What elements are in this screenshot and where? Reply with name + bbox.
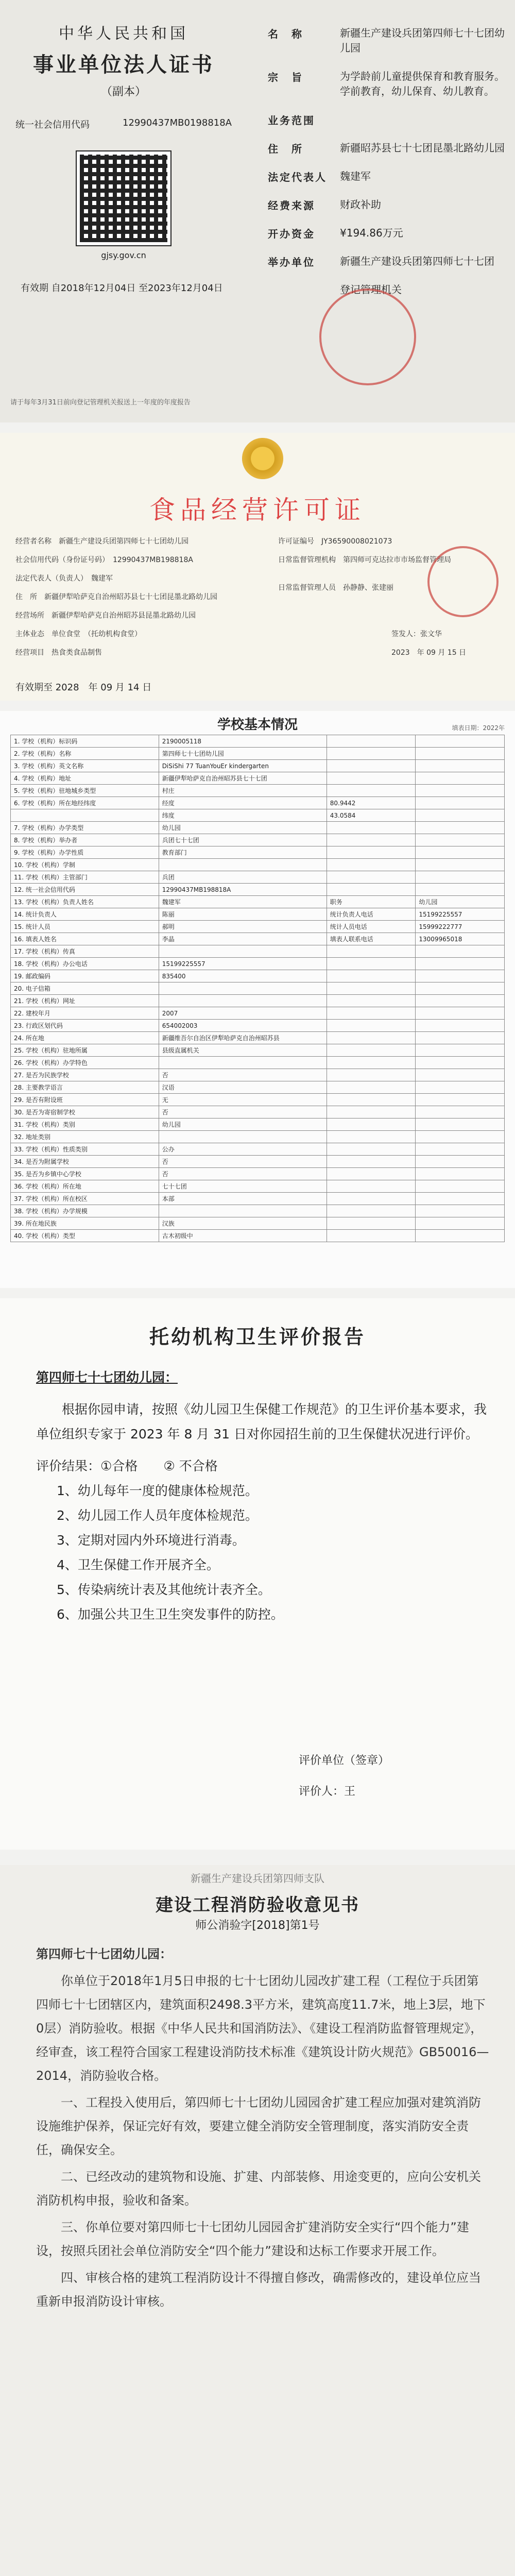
table-cell: 15199225557: [159, 958, 327, 970]
field-value: [340, 112, 505, 127]
table-cell: [416, 982, 505, 995]
table-cell: [327, 945, 416, 958]
table-cell: 80.9442: [327, 797, 416, 809]
license-title: 食品经营许可证: [149, 495, 366, 525]
fire-paragraph: 你单位于2018年1月5日申报的七十七团幼儿园改扩建工程（工程位于兵团第四师七十七团辖区内，建筑面积2498.3平方米，建筑高度11.7米，地上3层，地下0层）消防验收。根据《中华人民共和国消防法》、《建设工程消防监督管理规定》，经审查，该工程符合国家工程建设消防技术标准《建筑设计防火规范》GB50016—2014，消防验收合格。: [36, 1974, 489, 2083]
table-cell: [327, 748, 416, 760]
table-cell: 18. 学校（机构）办公电话: [11, 958, 159, 970]
qr-code-icon: [77, 151, 170, 245]
field-key: 开办资金: [268, 228, 315, 240]
table-cell: [416, 834, 505, 846]
red-seal-icon: [427, 546, 499, 617]
field-key: 法定代表人: [268, 171, 327, 183]
certificate-title: 事业单位法人证书: [33, 53, 214, 77]
table-cell: 幼儿园: [416, 896, 505, 908]
table-cell: 15. 统计人员: [11, 921, 159, 933]
table-cell: [159, 982, 327, 995]
table-cell: [327, 1007, 416, 1020]
table-cell: [416, 1007, 505, 1020]
credit-code-value: 12990437MB0198818A: [123, 117, 232, 128]
table-row: [11, 1217, 505, 1230]
table-cell: 15199225557: [416, 908, 505, 921]
table-cell: [416, 1020, 505, 1032]
table-cell: 16. 填表人姓名: [11, 933, 159, 945]
table-row: [11, 834, 505, 846]
table-cell: [416, 970, 505, 982]
table-row: [11, 772, 505, 785]
table-cell: 13009965018: [416, 933, 505, 945]
table-cell: [416, 1156, 505, 1168]
table-row: [11, 933, 505, 945]
table-row: [11, 1205, 505, 1217]
table-cell: [327, 970, 416, 982]
table-cell: [416, 748, 505, 760]
table-cell: 县级直属机关: [159, 1044, 327, 1057]
report-item: 6、加强公共卫生卫生突发事件的防控。: [57, 1607, 284, 1622]
table-cell: [416, 1143, 505, 1156]
table-cell: 七十七团: [159, 1180, 327, 1193]
license-daily-agency: 日常监督管理机构 第四师可克达拉市市场监督管理局: [278, 556, 451, 564]
table-cell: 统计人员电话: [327, 921, 416, 933]
table-cell: [416, 871, 505, 884]
table-cell: [416, 1217, 505, 1230]
fire-issuer: 新疆生产建设兵团第四师支队: [191, 1872, 324, 1885]
table-cell: [416, 797, 505, 809]
table-cell: 第四师七十七团幼儿园: [159, 748, 327, 760]
table-cell: [416, 884, 505, 896]
table-row: [11, 896, 505, 908]
table-row: [11, 982, 505, 995]
table-cell: [416, 958, 505, 970]
license-issue-date: 2023 年 09 月 15 日: [391, 649, 467, 657]
table-cell: [416, 1180, 505, 1193]
table-cell: 本部: [159, 1193, 327, 1205]
table-row: [11, 1044, 505, 1057]
report-addressee: 第四师七十七团幼儿园：: [36, 1370, 178, 1385]
table-cell: [416, 1205, 505, 1217]
table-cell: [327, 859, 416, 871]
license-valid-to: 有效期至 2028 年 09 月 14 日: [15, 682, 152, 693]
table-cell: 否: [159, 1168, 327, 1180]
table-cell: 14. 统计负责人: [11, 908, 159, 921]
report-item: 4、卫生保健工作开展齐全。: [57, 1557, 219, 1572]
table-row: [11, 822, 505, 834]
report-item: 3、定期对园内外环境进行消毒。: [57, 1533, 245, 1548]
table-cell: [416, 760, 505, 772]
license-place: 经营场所 新疆伊犁哈萨克自治州昭苏县昆墨北路幼儿园: [15, 612, 196, 620]
table-cell: 村庄: [159, 785, 327, 797]
license-type: 主体业态 单位食堂 （托幼机构食堂）: [15, 630, 142, 638]
table-cell: 无: [159, 1094, 327, 1106]
table-cell: [327, 834, 416, 846]
table-row: [11, 958, 505, 970]
table-cell: [327, 871, 416, 884]
table-cell: 29. 是否有附设班: [11, 1094, 159, 1106]
table-row: [11, 859, 505, 871]
red-seal-icon: [319, 289, 416, 385]
field-value: 为学龄前儿童提供保育和教育服务。学前教育，幼儿保育、幼儿教育。: [340, 70, 505, 97]
table-cell: 9. 学校（机构）办学性质: [11, 846, 159, 859]
table-cell: 30. 是否为寄宿制学校: [11, 1106, 159, 1118]
certificate-validity: 有效期 自2018年12月04日 至2023年12月04日: [21, 283, 223, 294]
table-cell: 统计负责人电话: [327, 908, 416, 921]
certificate-field: [268, 169, 505, 184]
report-paragraph: 根据你园申请，按照《幼儿园卫生保健工作规范》的卫生评价基本要求，我单位组织专家于 2023 年 8 月 31 日对你园招生前的卫生保健状况进行评价。: [36, 1402, 487, 1442]
table-cell: [327, 995, 416, 1007]
table-row: [11, 921, 505, 933]
table-cell: [327, 785, 416, 797]
table-row: [11, 1193, 505, 1205]
table-cell: [416, 945, 505, 958]
table-cell: [416, 1094, 505, 1106]
table-cell: [327, 772, 416, 785]
table-cell: 20. 电子信箱: [11, 982, 159, 995]
table-row: [11, 846, 505, 859]
table-cell: [327, 1106, 416, 1118]
table-cell: 填表人联系电话: [327, 933, 416, 945]
license-issuer: 签发人：张文华: [391, 630, 442, 638]
field-key: 名 称: [268, 28, 303, 40]
table-row: [11, 797, 505, 809]
license-officers: 日常监督管理人员 孙静静、张建丽: [278, 584, 393, 592]
field-value: 新疆生产建设兵团第四师七十七团幼儿园: [340, 27, 505, 54]
table-row: [11, 1118, 505, 1131]
table-cell: 兵团: [159, 871, 327, 884]
table-row: [11, 1094, 505, 1106]
table-row: [11, 809, 505, 822]
table-cell: [416, 846, 505, 859]
table-cell: [416, 1106, 505, 1118]
report-item: 2、幼儿园工作人员年度体检规范。: [57, 1508, 258, 1523]
table-cell: [159, 859, 327, 871]
fire-doc-number: 师公消验字[2018]第1号: [195, 1919, 320, 1932]
report-evaluator: 评价人：王: [299, 1785, 356, 1798]
table-cell: [416, 859, 505, 871]
table-cell: [416, 1044, 505, 1057]
certificate-subtitle: （副本）: [100, 86, 146, 98]
table-cell: DiSiShi 77 TuanYouEr kindergarten: [159, 760, 327, 772]
certificate-note: 请于每年3月31日前向登记管理机关报送上一年度的年度报告: [10, 399, 191, 406]
report-sign-label: 评价单位（签章）: [299, 1754, 390, 1767]
table-cell: 22. 建校年月: [11, 1007, 159, 1020]
table-row: [11, 1032, 505, 1044]
field-key: 业务范围: [268, 114, 315, 127]
table-cell: [327, 1168, 416, 1180]
fire-addressee: 第四师七十七团幼儿园：: [36, 1947, 172, 1961]
certificate-field: [268, 254, 505, 269]
certificate-field: [268, 26, 505, 56]
table-cell: 12990437MB198818A: [159, 884, 327, 896]
table-cell: [327, 735, 416, 748]
table-cell: 新疆伊犁哈萨克自治州昭苏县七十七团: [159, 772, 327, 785]
table-row: [11, 1131, 505, 1143]
table-cell: [327, 1205, 416, 1217]
field-value: 魏建军: [340, 170, 371, 182]
table-cell: 否: [159, 1156, 327, 1168]
table-cell: 6. 学校（机构）所在地经纬度: [11, 797, 159, 809]
table-cell: [416, 785, 505, 797]
report-title: 托幼机构卫生评价报告: [149, 1326, 366, 1348]
table-row: [11, 995, 505, 1007]
table-cell: [416, 735, 505, 748]
table-row: [11, 871, 505, 884]
table-cell: [327, 1217, 416, 1230]
fire-title: 建设工程消防验收意见书: [156, 1895, 359, 1916]
license-operator: 经营者名称 新疆生产建设兵团第四师七十七团幼儿园: [15, 537, 188, 546]
table-cell: [327, 760, 416, 772]
table-row: [11, 1230, 505, 1242]
field-value: 新疆生产建设兵团第四师七十七团: [340, 255, 494, 267]
table-cell: 新疆维吾尔自治区伊犁哈萨克自治州昭苏县: [159, 1032, 327, 1044]
table-cell: 11. 学校（机构）主管部门: [11, 871, 159, 884]
table-cell: 10. 学校（机构）学制: [11, 859, 159, 871]
table-date: 填表日期：2022年: [452, 724, 505, 732]
table-cell: [159, 995, 327, 1007]
table-cell: [327, 958, 416, 970]
fire-paragraphs: [36, 1969, 489, 2313]
fire-paragraph: 一、工程投入使用后，第四师七十七团幼儿园园舍扩建工程应加强对建筑消防设施维护保养，保证完好有效，要建立健全消防安全管理制度，落实消防安全责任，确保安全。: [36, 2095, 481, 2157]
table-cell: [327, 982, 416, 995]
table-cell: [416, 1081, 505, 1094]
table-cell: 33. 学校（机构）性质类别: [11, 1143, 159, 1156]
table-cell: [416, 1118, 505, 1131]
table-cell: [327, 1069, 416, 1081]
table-cell: 654002003: [159, 1020, 327, 1032]
table-row: [11, 760, 505, 772]
table-cell: 32. 地址类别: [11, 1131, 159, 1143]
table-cell: 2. 学校（机构）名称: [11, 748, 159, 760]
table-cell: 幼儿园: [159, 1118, 327, 1131]
table-cell: 23. 行政区划代码: [11, 1020, 159, 1032]
license-items: 经营项目 热食类食品制售: [15, 649, 102, 657]
table-cell: 公办: [159, 1143, 327, 1156]
table-cell: [327, 1193, 416, 1205]
school-info-table: [10, 735, 505, 1242]
table-cell: [327, 846, 416, 859]
table-cell: 3. 学校（机构）英文名称: [11, 760, 159, 772]
table-cell: 4. 学校（机构）地址: [11, 772, 159, 785]
table-cell: 汉语: [159, 1081, 327, 1094]
qr-url: gjsy.gov.cn: [101, 250, 146, 260]
table-cell: [327, 1094, 416, 1106]
license-number: 许可证编号 JY36590008021073: [278, 537, 392, 546]
table-row: [11, 785, 505, 797]
table-row: [11, 735, 505, 748]
table-cell: [416, 1168, 505, 1180]
fire-body: [36, 1942, 489, 2316]
table-cell: [416, 772, 505, 785]
fire-paragraph: 三、你单位要对第四师七十七团幼儿园园舍扩建消防安全实行“四个能力”建设，按照兵团社会单位消防安全“四个能力”建设和达标工作要求开展工作。: [36, 2220, 469, 2258]
table-row: [11, 1143, 505, 1156]
table-cell: 魏建军: [159, 896, 327, 908]
table-row: [11, 884, 505, 896]
table-cell: [416, 809, 505, 822]
certificate-country: 中华人民共和国: [59, 25, 188, 43]
health-evaluation-report: [0, 1298, 515, 1850]
table-row: [11, 970, 505, 982]
table-cell: 24. 所在地: [11, 1032, 159, 1044]
license-legal: 法定代表人（负责人） 魏建军: [15, 574, 113, 583]
certificate-field: [268, 69, 505, 99]
table-cell: 40. 学校（机构）类型: [11, 1230, 159, 1242]
table-cell: [327, 822, 416, 834]
certificate-left-panel: [10, 15, 237, 294]
table-cell: [416, 995, 505, 1007]
certificate-field: [268, 141, 505, 156]
table-cell: [416, 1032, 505, 1044]
table-cell: 25. 学校（机构）驻地所属: [11, 1044, 159, 1057]
table-cell: 否: [159, 1106, 327, 1118]
table-cell: 835400: [159, 970, 327, 982]
table-cell: 职务: [327, 896, 416, 908]
table-cell: 17. 学校（机构）传真: [11, 945, 159, 958]
table-row: [11, 1081, 505, 1094]
certificate-fields: [268, 26, 505, 311]
table-cell: 陈丽: [159, 908, 327, 921]
national-emblem-icon: [242, 438, 283, 479]
table-cell: 2007: [159, 1007, 327, 1020]
table-cell: [327, 1180, 416, 1193]
table-cell: 郝明: [159, 921, 327, 933]
table-row: [11, 908, 505, 921]
fire-paragraph: 四、审核合格的建筑工程消防设计不得擅自修改，确需修改的，建设单位应当重新申报消防设计审核。: [36, 2270, 481, 2309]
certificate-field: [268, 226, 505, 241]
table-row: [11, 1168, 505, 1180]
table-cell: 26. 学校（机构）办学特色: [11, 1057, 159, 1069]
table-cell: 43.0584: [327, 809, 416, 822]
field-value: 新疆昭苏县七十七团昆墨北路幼儿园: [340, 142, 505, 154]
field-key: 经费来源: [268, 199, 315, 212]
table-row: [11, 1106, 505, 1118]
table-cell: [327, 1131, 416, 1143]
table-cell: [159, 1205, 327, 1217]
table-cell: 汉族: [159, 1217, 327, 1230]
table-cell: [327, 884, 416, 896]
table-cell: [416, 1193, 505, 1205]
table-row: [11, 1007, 505, 1020]
table-cell: 否: [159, 1069, 327, 1081]
certificate-field: [268, 197, 505, 212]
table-row: [11, 1020, 505, 1032]
table-cell: 37. 学校（机构）所在校区: [11, 1193, 159, 1205]
table-cell: 31. 学校（机构）类别: [11, 1118, 159, 1131]
table-cell: [416, 1069, 505, 1081]
table-cell: [416, 1057, 505, 1069]
table-cell: 36. 学校（机构）所在地: [11, 1180, 159, 1193]
table-row: [11, 1156, 505, 1168]
field-key: 宗 旨: [268, 71, 303, 83]
school-basic-info: [0, 711, 515, 1288]
table-cell: [327, 1032, 416, 1044]
table-cell: 幼儿园: [159, 822, 327, 834]
table-cell: [327, 1081, 416, 1094]
table-cell: [327, 1118, 416, 1131]
table-cell: [416, 822, 505, 834]
table-cell: 15999222777: [416, 921, 505, 933]
table-cell: 35. 是否为乡镇中心学校: [11, 1168, 159, 1180]
report-result: 评价结果：①合格 ② 不合格: [36, 1459, 218, 1473]
table-cell: 经度: [159, 797, 327, 809]
table-cell: 19. 邮政编码: [11, 970, 159, 982]
table-cell: [159, 1131, 327, 1143]
table-cell: 5. 学校（机构）驻地城乡类型: [11, 785, 159, 797]
table-cell: 8. 学校（机构）举办者: [11, 834, 159, 846]
field-value: ¥194.86万元: [340, 227, 403, 239]
table-cell: 1. 学校（机构）标识码: [11, 735, 159, 748]
table-row: [11, 1057, 505, 1069]
table-cell: [327, 1143, 416, 1156]
table-cell: [327, 1044, 416, 1057]
table-cell: [327, 1156, 416, 1168]
table-row: [11, 1180, 505, 1193]
report-item: 5、传染病统计表及其他统计表齐全。: [57, 1582, 271, 1597]
table-cell: [416, 1131, 505, 1143]
report-body: [36, 1365, 489, 1627]
credit-code-row: [10, 117, 237, 131]
table-title: 学校基本情况: [217, 717, 298, 733]
table-cell: 13. 学校（机构）负责人姓名: [11, 896, 159, 908]
table-cell: 李晶: [159, 933, 327, 945]
table-cell: [327, 1020, 416, 1032]
table-cell: 7. 学校（机构）办学类型: [11, 822, 159, 834]
table-cell: 兵团七十七团: [159, 834, 327, 846]
table-cell: 纬度: [159, 809, 327, 822]
table-cell: 27. 是否为民族学校: [11, 1069, 159, 1081]
fire-paragraph: 二、已经改动的建筑物和设施、扩建、内部装修、用途变更的，应向公安机关消防机构申报，验收和备案。: [36, 2170, 481, 2208]
table-cell: [159, 945, 327, 958]
table-cell: 34. 是否为附属学校: [11, 1156, 159, 1168]
field-value: 登记管理机关: [340, 283, 402, 296]
field-key: [268, 282, 340, 297]
field-key: 举办单位: [268, 256, 315, 268]
certificate-field: [268, 112, 505, 127]
legal-person-certificate: [0, 0, 515, 422]
license-credit: 社会信用代码（身份证号码） 12990437MB198818A: [15, 556, 193, 564]
table-row: [11, 945, 505, 958]
table-cell: [159, 1057, 327, 1069]
table-cell: 2190005118: [159, 735, 327, 748]
food-business-license: [0, 433, 515, 701]
table-cell: 38. 学校（机构）办学规模: [11, 1205, 159, 1217]
fire-acceptance-opinion: [0, 1865, 515, 2576]
table-cell: [327, 1230, 416, 1242]
report-items: [36, 1479, 489, 1627]
credit-code-label: 统一社会信用代码: [15, 120, 90, 130]
table-cell: 12. 统一社会信用代码: [11, 884, 159, 896]
table-row: [11, 1069, 505, 1081]
table-cell: 21. 学校（机构）网址: [11, 995, 159, 1007]
license-address: 住 所 新疆伊犁哈萨克自治州昭苏县七十七团昆墨北路幼儿园: [15, 593, 217, 601]
field-key: 住 所: [268, 143, 303, 155]
table-row: [11, 748, 505, 760]
table-cell: 古木初级中: [159, 1230, 327, 1242]
table-cell: 28. 主要教学语言: [11, 1081, 159, 1094]
table-cell: [416, 1230, 505, 1242]
table-cell: 教育部门: [159, 846, 327, 859]
table-cell: 39. 所在地民族: [11, 1217, 159, 1230]
table-cell: [11, 809, 159, 822]
report-item: 1、幼儿每年一度的健康体检规范。: [57, 1483, 258, 1498]
field-value: 财政补助: [340, 198, 381, 211]
table-cell: [327, 1057, 416, 1069]
